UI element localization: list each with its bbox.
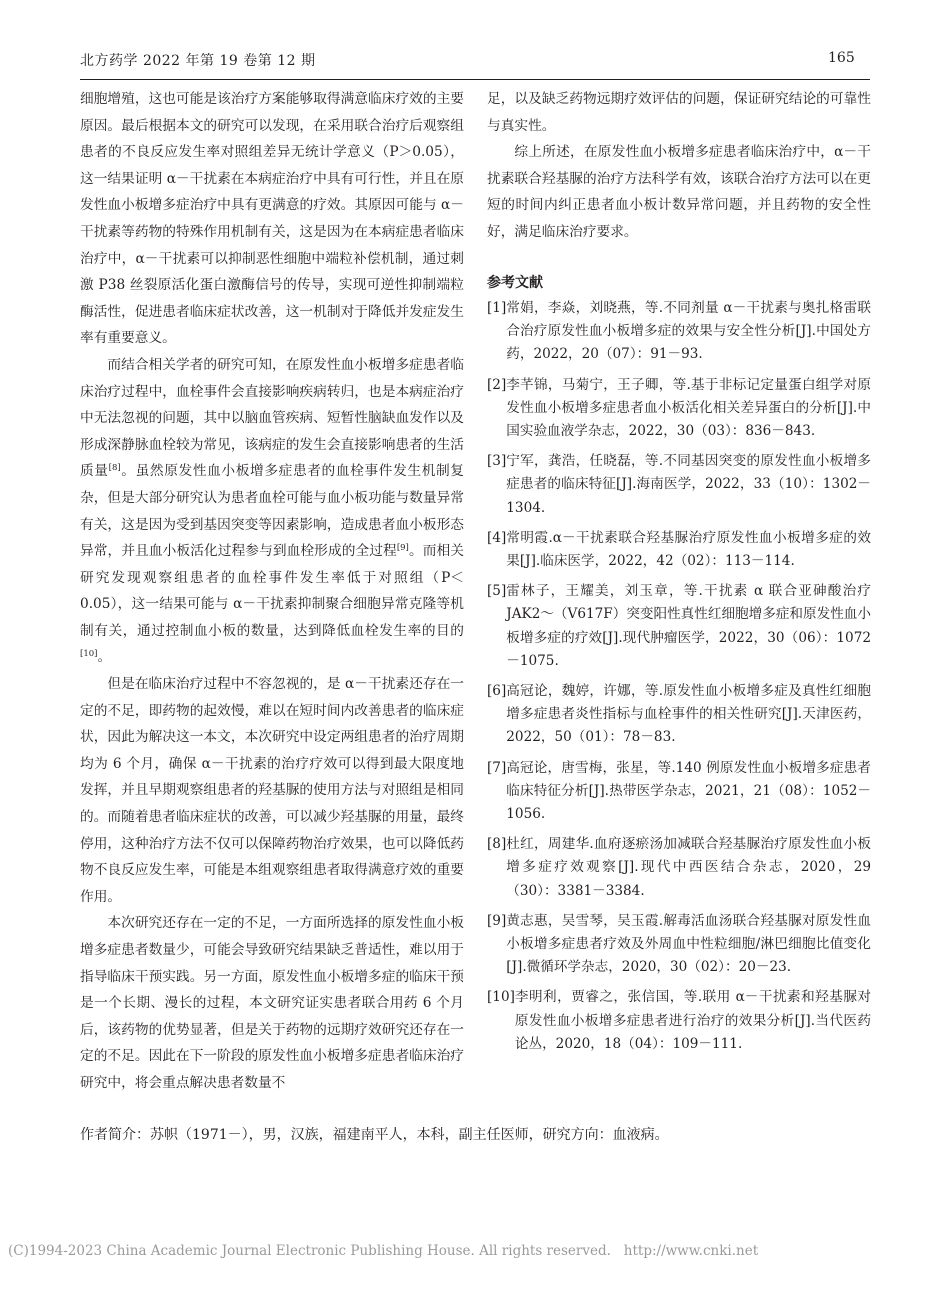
body-paragraph: 足，以及缺乏药物远期疗效评估的问题，保证研究结论的可靠性与真实性。 bbox=[487, 91, 871, 134]
reference-item bbox=[487, 374, 871, 444]
cnki-link[interactable]: http://www.cnki.net bbox=[623, 1243, 759, 1259]
reference-text: 常娟，李焱，刘晓燕，等.不同剂量 α－干扰素与奥扎格雷联合治疗原发性血小板增多症的效果与安全性分析[J].中国处方药，2022，20（07）：91－93. bbox=[506, 300, 871, 363]
reference-item bbox=[487, 680, 871, 750]
reference-item bbox=[487, 986, 871, 1056]
text-run: 。虽然原发性血小板增多症患者的血栓事件发生机制复杂，但是大部分研究认为患者血栓可能与血小板功能与数量异常有关，这是因为受到基因突变等因素影响，造成患者血小板形态异常，并且血小板活化过程参与到血栓形成的全过程 bbox=[80, 463, 464, 560]
body-paragraph: 细胞增殖，这也可能是该治疗方案能够取得满意临床疗效的主要原因。最后根据本文的研究可以发现，在采用联合治疗后观察组患者的不良反应发生率对照组差异无统计学意义（P＞0.05），这一结果证明 α－干扰素在本病症治疗中具有可行性，并且在原发性血小板增多症治疗中具有更满意的疗效。其原因可能与 α－干扰素等药物的特殊作用机制有关，这是因为在本病症患者临床治疗中，α－干扰素可以抑制恶性细胞中端粒补偿机制，通过刺激 P38 丝裂原活化蛋白激酶信号的传导，实现可逆性抑制端粒酶活性，促进患者临床症状改善，这一机制对于降低并发症发生率有重要意义。 bbox=[80, 91, 464, 347]
references-list bbox=[487, 297, 871, 1063]
reference-item bbox=[487, 297, 871, 367]
reference-text: 宁军，龚浩，任晓磊，等.不同基因突变的原发性血小板增多症患者的临床特征[J].海南医学，2022，33（10）：1302－1304. bbox=[506, 453, 871, 516]
journal-header: 北方药学 2022 年第 19 卷第 12 期 bbox=[80, 53, 316, 69]
reference-number: [4] bbox=[487, 529, 507, 546]
reference-item bbox=[487, 833, 871, 903]
text-run: 。而相关研究发现观察组患者的血栓事件发生率低于对照组（P＜0.05），这一结果可能与 α－干扰素抑制聚合细胞异常克隆等机制有关，通过控制血小板的数量，达到降低血栓发生率的目的 bbox=[80, 543, 464, 639]
text-run: 。 bbox=[97, 649, 112, 666]
body-paragraph bbox=[80, 352, 464, 671]
reference-item bbox=[487, 527, 871, 573]
copyright-footer bbox=[8, 1243, 758, 1259]
left-column bbox=[80, 86, 464, 1097]
reference-item bbox=[487, 757, 871, 827]
reference-number: [3] bbox=[487, 453, 507, 470]
reference-item bbox=[487, 910, 871, 980]
reference-item bbox=[487, 580, 871, 673]
body-paragraph: 综上所述，在原发性血小板增多症患者临床治疗中，α－干扰素联合羟基脲的治疗方法科学有效，该联合治疗方法可以在更短的时间内纠正患者血小板计数异常问题，并且药物的安全性好，满足临床治疗要求。 bbox=[487, 144, 871, 240]
reference-text: 杜红，周建华.血府逐瘀汤加减联合羟基脲治疗原发性血小板增多症疗效观察[J].现代中西医结合杂志，2020，29（30）：3381－3384. bbox=[506, 836, 871, 899]
reference-number: [8] bbox=[487, 836, 507, 853]
copyright-text: (C)1994-2023 China Academic Journal Electronic Publishing House. All rights reserved. bbox=[8, 1243, 611, 1259]
citation-link[interactable]: [8] bbox=[108, 463, 121, 474]
reference-number: [7] bbox=[487, 759, 507, 776]
reference-number: [6] bbox=[487, 683, 507, 700]
reference-text: 高冠论，唐雪梅，张星，等.140 例原发性血小板增多症患者临床特征分析[J].热带医学杂志，2021，21（08）：1052－1056. bbox=[506, 759, 871, 823]
reference-item bbox=[487, 450, 871, 520]
citation-link[interactable]: [10] bbox=[80, 649, 98, 660]
reference-number: [1] bbox=[487, 300, 507, 316]
reference-number: [10] bbox=[487, 989, 515, 1006]
page-number: 165 bbox=[828, 50, 855, 66]
reference-text: 李明利，贾睿之，张信国，等.联用 α－干扰素和羟基脲对原发性血小板增多症患者进行治疗的效果分析[J].当代医药论丛，2020，18（04）：109－111. bbox=[514, 989, 871, 1052]
citation-link[interactable]: [9] bbox=[396, 543, 409, 554]
reference-number: [5] bbox=[487, 583, 507, 600]
reference-text: 常明霞.α－干扰素联合羟基脲治疗原发性血小板增多症的效果[J].临床医学，2022，42（02）：113－114. bbox=[506, 529, 871, 570]
references-heading: 参考文献 bbox=[487, 275, 543, 291]
reference-number: [9] bbox=[487, 912, 507, 929]
body-paragraph: 本次研究还存在一定的不足，一方面所选择的原发性血小板增多症患者数量少，可能会导致研究结果缺乏普适性，难以用于指导临床干预实践。另一方面，原发性血小板增多症的临床干预是一个长期、漫长的过程，本文研究证实患者联合用药 6 个月后，该药物的优势显著，但是关于药物的远期疗效研究还存在一定的不足。因此在下一阶段的原发性血小板增多症患者临床治疗研究中，将会重点解决患者数量不 bbox=[80, 915, 464, 1091]
reference-text: 李芊锦，马菊宁，王子卿，等.基于非标记定量蛋白组学对原发性血小板增多症患者血小板活化相关差异蛋白的分析[J].中国实验血液学杂志，2022，30（03）：836－843. bbox=[506, 376, 871, 440]
header-rule bbox=[80, 79, 870, 80]
reference-number: [2] bbox=[487, 376, 507, 393]
body-paragraph: 但是在临床治疗过程中不容忽视的，是 α－干扰素还存在一定的不足，即药物的起效慢，难以在短时间内改善患者的临床症状，因此为解决这一本文，本次研究中设定两组患者的治疗周期均为 6 个月，确保 α－干扰素的治疗疗效可以得到最大限度地发挥，并且早期观察组患者的羟基脲的使用方法与对照组是相同的。而随着患者临床症状的改善，可以减少羟基脲的用量，最终停用，这种治疗方法不仅可以保障药物治疗效果，也可以降低药物不良反应发生率，可能是本组观察组患者取得满意疗效的重要作用。 bbox=[80, 676, 464, 905]
reference-text: 高冠论，魏婷，许娜，等.原发性血小板增多症及真性红细胞增多症患者炎性指标与血栓事件的相关性研究[J].天津医药，2022，50（01）：78－83. bbox=[506, 683, 871, 746]
right-column bbox=[487, 86, 871, 246]
reference-text: 黄志惠，吴雪琴，吴玉霞.解毒活血汤联合羟基脲对原发性血小板增多症患者疗效及外周血中性粒细胞/淋巴细胞比值变化[J].微循环学杂志，2020，30（02）：20－23. bbox=[506, 912, 871, 976]
author-bio: 作者简介：苏帜（1971－），男，汉族，福建南平人，本科，副主任医师，研究方向：血液病。 bbox=[80, 1127, 669, 1143]
text-run: 而结合相关学者的研究可知，在原发性血小板增多症患者临床治疗过程中，血栓事件会直接影响疾病转归，也是本病症治疗中无法忽视的问题，其中以脑血管疾病、短暂性脑缺血发作以及形成深静脉血栓较为常见，该病症的发生会直接影响患者的生活质量 bbox=[80, 356, 464, 480]
reference-text: 雷林子，王耀美，刘玉章，等.干扰素 α 联合亚砷酸治疗 JAK2～（V617F）突变阳性真性红细胞增多症和原发性血小板增多症的疗效[J].现代肿瘤医学，2022，30（06）：1072－1075. bbox=[506, 583, 871, 669]
